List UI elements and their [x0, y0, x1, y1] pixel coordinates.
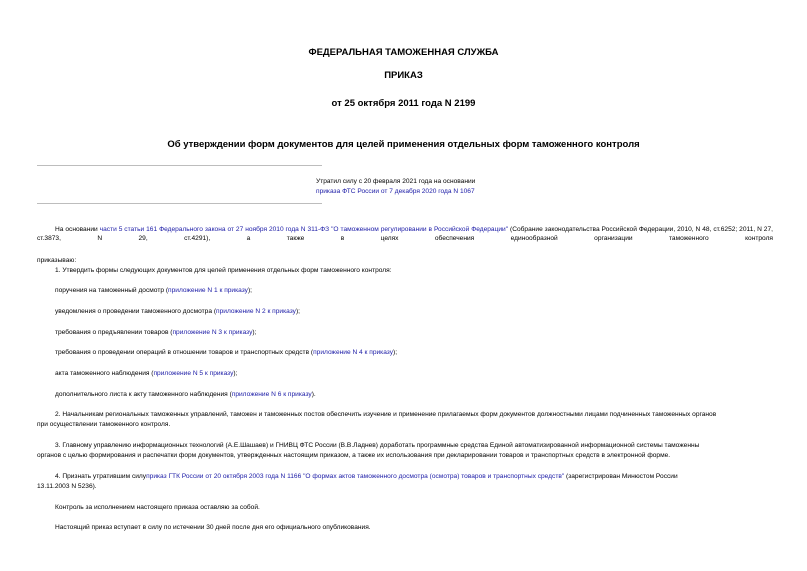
effect-paragraph: Настоящий приказ вступает в силу по истечении 30 дней после дня его официального опубликования.: [55, 524, 371, 531]
document-date: от 25 октября 2011 года N 2199: [331, 98, 476, 109]
preamble-text-a: На основании: [55, 226, 100, 233]
item-4-text-b: (зарегистрирован Минюстом России: [564, 473, 678, 480]
form-item-text: дополнительного листа к акту таможенного наблюдения (: [55, 391, 232, 398]
form-item-end: );: [295, 308, 300, 315]
form-item-text: уведомления о проведении таможенного досмотра (: [55, 308, 217, 315]
appendix-3-link[interactable]: приложение N 3 к приказу: [172, 329, 253, 336]
item-4-line-2: 13.11.2003 N 5236).: [37, 483, 97, 490]
form-item: [55, 328, 256, 338]
status-link[interactable]: [316, 187, 475, 197]
form-item-text: поручения на таможенный досмотр (: [55, 287, 169, 294]
form-item-end: );: [233, 370, 238, 377]
divider-bottom: [37, 203, 322, 204]
preamble-text-b: (Собрание законодательства Российской Федерации, 2010, N 48, ст.6252; 2011, N 27, ст.3873, N 29, ст.4291), а также в целях обеспечения единообразной организации таможенного контроля: [37, 226, 773, 243]
status-note: Утратил силу с 20 февраля 2021 года на основании: [316, 178, 476, 185]
form-item-text: требования о предъявлении товаров (: [55, 329, 173, 336]
form-item-text: акта таможенного наблюдения (: [55, 370, 154, 377]
preamble-law-link[interactable]: части 5 статьи 161 Федерального закона от 27 ноября 2010 года N 311-ФЗ "О таможенном регулировании в Российской Федерации": [99, 226, 509, 233]
appendix-5-link[interactable]: приложение N 5 к приказу: [153, 370, 234, 377]
form-item: [55, 348, 397, 358]
status-link-text[interactable]: приказа ФТС России от 7 декабря 2020 года N 1067: [316, 188, 475, 195]
item-4-line-1: [55, 472, 678, 482]
item-2-line-2: при осуществлении таможенного контроля.: [37, 421, 171, 428]
control-paragraph: Контроль за исполнением настоящего приказа оставляю за собой.: [55, 504, 260, 511]
preamble-paragraph: [37, 225, 773, 253]
prikazyvayu-label: приказываю:: [37, 257, 77, 264]
appendix-1-link[interactable]: приложение N 1 к приказу: [168, 287, 248, 294]
item-4-text-a: 4. Признать утратившим силу: [55, 473, 147, 480]
item-2-line-1: 2. Начальникам региональных таможенных управлений, таможен и таможенных постов обеспечить изучение и применение прилагаемых форм документов должностными лицами подчиненных таможенных органов: [55, 411, 717, 418]
appendix-6-link[interactable]: приложение N 6 к приказу: [231, 391, 312, 398]
document-title: Об утверждении форм документов для целей применения отдельных форм таможенного контроля: [167, 139, 640, 150]
form-item: [55, 307, 300, 317]
form-item: [55, 369, 237, 379]
form-item: [55, 286, 252, 296]
form-item: [55, 390, 316, 400]
form-item-end: );: [247, 287, 253, 294]
document-type: ПРИКАЗ: [384, 70, 423, 81]
form-item-text: требования о проведении операций в отношении товаров и транспортных средств (: [55, 349, 314, 356]
appendix-4-link[interactable]: приложение N 4 к приказу: [313, 349, 394, 356]
form-item-end: );: [252, 329, 257, 336]
appendix-2-link[interactable]: приложение N 2 к приказу: [216, 308, 296, 315]
divider-top: [37, 165, 322, 166]
agency-name: ФЕДЕРАЛЬНАЯ ТАМОЖЕННАЯ СЛУЖБА: [308, 47, 499, 58]
form-item-end: ).: [311, 391, 316, 398]
repealed-order-link[interactable]: приказ ГТК России от 20 октября 2003 года N 1166 "О формах актов таможенного досмотра (осмотра) товаров и транспортных средств": [146, 473, 565, 480]
item-1: 1. Утвердить формы следующих документов для целей применения отдельных форм таможенного контроля:: [55, 267, 392, 274]
item-3-line-2: органов с целью формирования и распечатки форм документов, утвержденных настоящим приказом, а также их использования при декларировании товаров и транспортных средств в электронной форме.: [37, 452, 671, 459]
item-3-line-1: 3. Главному управлению информационных технологий (А.Е.Шашаев) и ГНИВЦ ФТС России (В.В.Ладнев) доработать программные средства Единой автоматизированной информационной системы таможенны: [55, 442, 700, 449]
form-item-end: );: [393, 349, 398, 356]
